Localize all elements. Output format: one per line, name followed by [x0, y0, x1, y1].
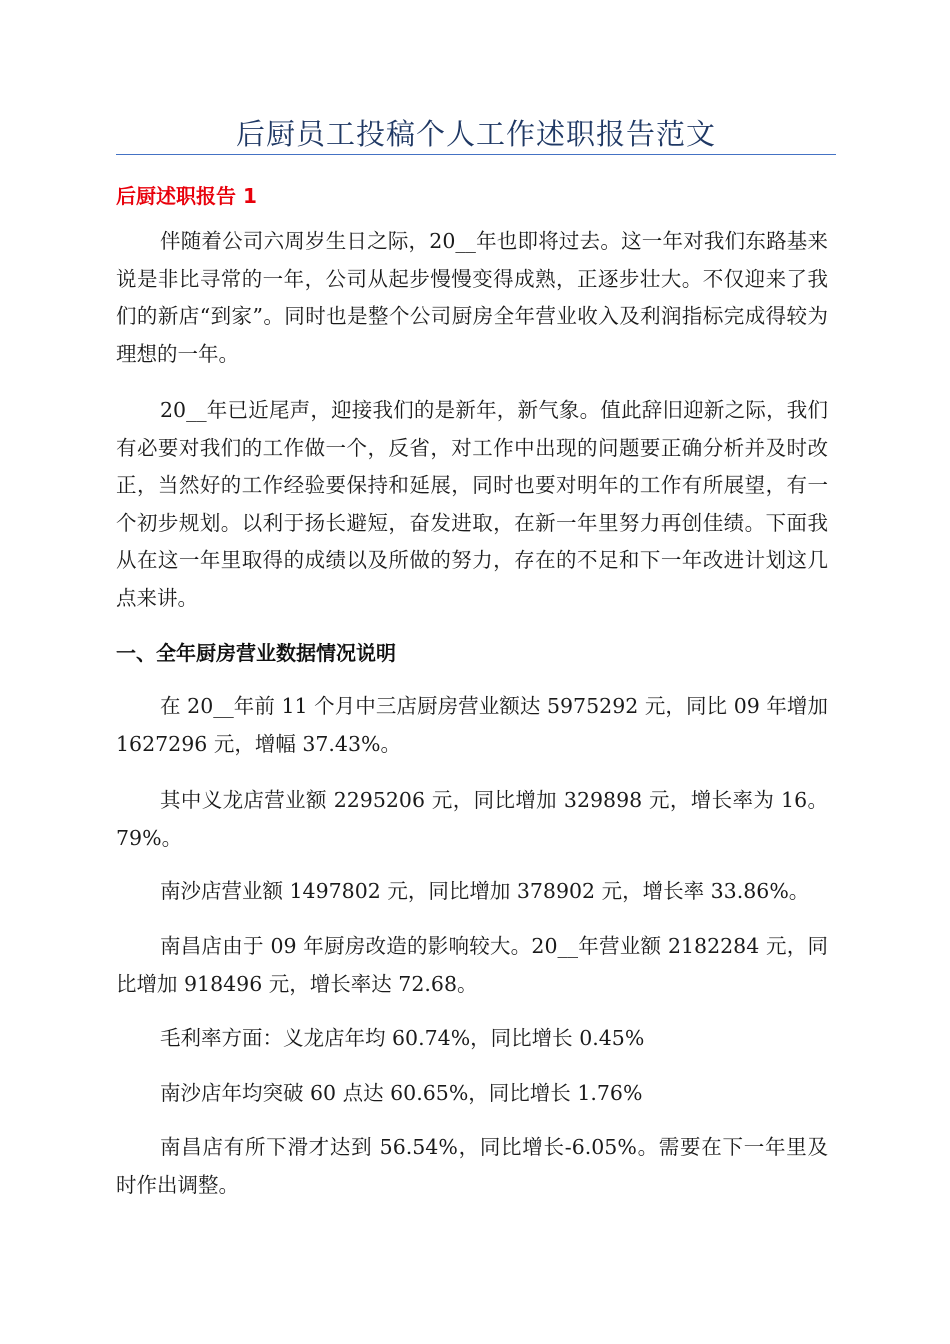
title-underline: [116, 154, 836, 155]
data-paragraph-4: 南昌店由于 09 年厨房改造的影响较大。20__年营业额 2182284 元，同比增加 918496 元，增长率达 72.68。: [116, 934, 828, 996]
section-heading-1: 一、全年厨房营业数据情况说明: [116, 641, 396, 665]
section-label: 后厨述职报告 1: [116, 184, 257, 208]
document-title: 后厨员工投稿个人工作述职报告范文: [235, 117, 716, 151]
intro-paragraph-1: 伴随着公司六周岁生日之际，20__年也即将过去。这一年对我们东路基来说是非比寻常的一年，公司从起步慢慢变得成熟，正逐步壮大。不仅迎来了我们的新店“到家”。同时也是整个公司厨房全年营业收入及利润指标完成得较为理想的一年。: [116, 229, 828, 366]
data-paragraph-1: 在 20__年前 11 个月中三店厨房营业额达 5975292 元，同比 09 年增加 1627296 元，增幅 37.43%。: [116, 694, 828, 756]
data-paragraph-5: 毛利率方面：义龙店年均 60.74%，同比增长 0.45%: [160, 1026, 645, 1050]
data-paragraph-2: 其中义龙店营业额 2295206 元，同比增加 329898 元，增长率为 16。79%。: [116, 788, 828, 850]
intro-paragraph-2: 20__年已近尾声，迎接我们的是新年，新气象。值此辞旧迎新之际，我们有必要对我们的工作做一个，反省，对工作中出现的问题要正确分析并及时改正，当然好的工作经验要保持和延展，同时也要对明年的工作有所展望，有一个初步规划。以利于扬长避短，奋发进取，在新一年里努力再创佳绩。下面我从在这一年里取得的成绩以及所做的努力，存在的不足和下一年改进计划这几点来讲。: [116, 398, 828, 610]
data-paragraph-7: 南昌店有所下滑才达到 56.54%，同比增长-6.05%。需要在下一年里及时作出调整。: [116, 1135, 828, 1197]
data-paragraph-3: 南沙店营业额 1497802 元，同比增加 378902 元，增长率 33.86%。: [160, 879, 810, 903]
data-paragraph-6: 南沙店年均突破 60 点达 60.65%，同比增长 1.76%: [160, 1081, 643, 1105]
